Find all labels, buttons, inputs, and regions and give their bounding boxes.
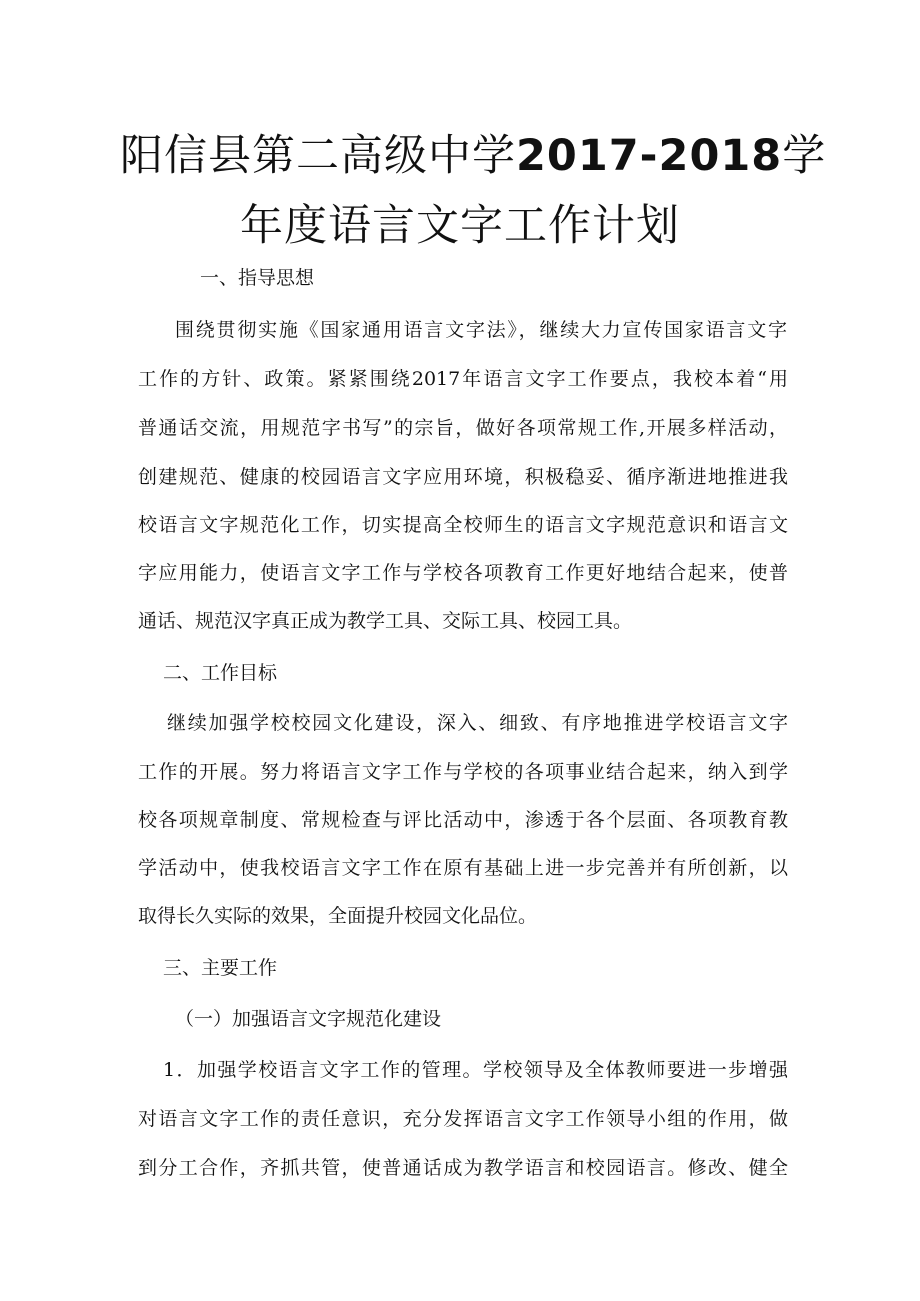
subsection-heading: （一）加强语言文字规范化建设 [175,1008,442,1030]
paragraph-line: 创建规范、健康的校园语言文字应用环境，积极稳妥、循序渐进地推进我 [138,466,788,488]
section-heading-main-work: 三、主要工作 [163,957,278,979]
paragraph-line: 校语言文字规范化工作，切实提高全校师生的语言文字规范意识和语言文 [138,514,788,536]
section-heading-work-goals: 二、工作目标 [163,662,278,684]
paragraph-line: 工作的开展。努力将语言文字工作与学校的各项事业结合起来，纳入到学 [138,761,788,783]
paragraph-line: 1．加强学校语言文字工作的管理。学校领导及全体教师要进一步增强 [163,1059,788,1081]
title-school-year: 2017-2018 [516,131,783,181]
paragraph-line: 普通话交流，用规范字书写”的宗旨，做好各项常规工作,开展多样活动， [138,417,788,439]
paragraph-line: 对语言文字工作的责任意识，充分发挥语言文字工作领导小组的作用，做 [138,1108,788,1130]
section-heading-guiding-ideology: 一、指导思想 [200,267,315,289]
paragraph-line: 校各项规章制度、常规检查与评比活动中，渗透于各个层面、各项教育教 [138,809,788,831]
paragraph-line: 取得长久实际的效果，全面提升校园文化品位。 [138,905,538,927]
paragraph-line: 学活动中，使我校语言文字工作在原有基础上进一步完善并有所创新，以 [138,857,788,879]
title-line-1-suffix: 学 [782,131,827,181]
paragraph-line: 通话、规范汉字真正成为教学工具、交际工具、校园工具。 [138,610,633,632]
paragraph-line: 围绕贯彻实施《国家通用语言文字法》，继续大力宣传国家语言文字 [175,319,787,341]
document-title-line-1 [120,122,827,183]
paragraph-line: 工作的方针、政策。紧紧围绕2017年语言文字工作要点，我校本着“用 [138,368,788,390]
title-school-name: 阳信县第二高级中学 [120,131,516,181]
document-title-line-2: 年度语言文字工作计划 [240,201,680,251]
paragraph-line: 字应用能力，使语言文字工作与学校各项教育工作更好地结合起来，使普 [138,562,788,584]
paragraph-line: 到分工合作，齐抓共管，使普通话成为教学语言和校园语言。修改、健全 [138,1157,788,1179]
paragraph-line: 继续加强学校校园文化建设，深入、细致、有序地推进学校语言文字 [167,712,788,734]
